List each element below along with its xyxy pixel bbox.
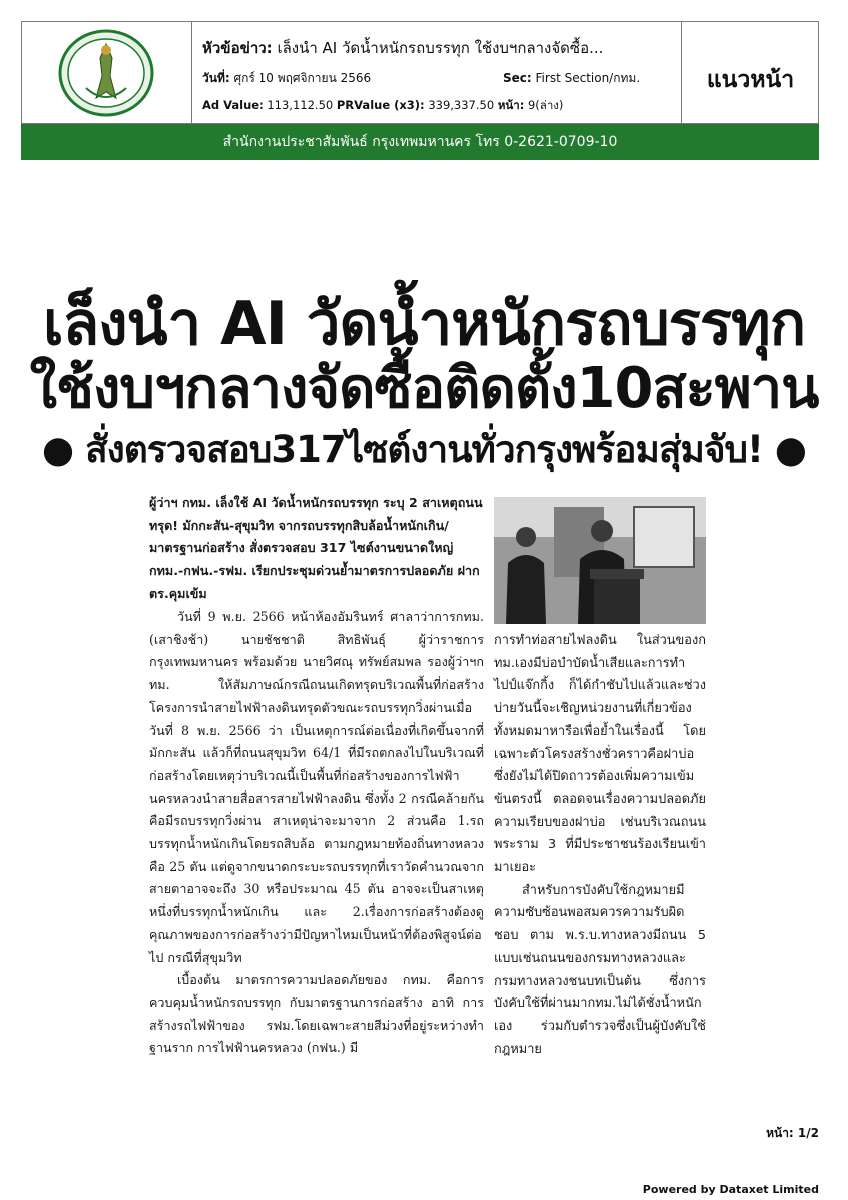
article-paragraph: เบื้องต้น มาตรการความปลอดภัยของ กทม. คือการควบคุมน้ำหนักรถบรรทุก กับมาตรฐานการก่อสร้าง อาทิ การสร้างรถไฟฟ้าของ รฟม.โดยเฉพาะสายสีม่วงที่อยู่ระหว่างทำฐานราก การไฟฟ้านครหลวง (กฟน.) มี <box>149 972 484 1056</box>
sec-label: Sec: <box>503 71 532 85</box>
page-label: หน้า: <box>497 98 525 112</box>
article-lead: ผู้ว่าฯ กทม. เล็งใช้ AI วัดน้ำหนักรถบรรทุก ระบุ 2 สาเหตุถนนทรุด! มักกะสัน-สุขุมวิท จากรถบรรทุกสิบล้อน้ำหนักเกิน/มาตรฐานก่อสร้าง สั่งตรวจสอบ 317 ไซต์งานขนาดใหญ่ กทม.-กฟน.-รฟม. เรียกประชุมด่วนย้ำมาตรการปลอดภัย ฝากตร.คุมเข้ม <box>149 495 483 601</box>
pr-value: 339,337.50 <box>428 98 495 112</box>
value-row <box>202 97 563 115</box>
article-paragraph: สำหรับการบังคับใช้กฎหมายมีความซับซ้อนพอสมควรความรับผิดชอบ ตาม พ.ร.บ.ทางหลวงมีถนน 5 แบบเช่นถนนของกรมทางหลวงและกรมทางหลวงชนบทเป็นต้น ซึ่งการบังคับใช้ที่ผ่านมากทม.ไม่ได้ชั่งน้ำหนักเอง ร่วมกับตำรวจซึ่งเป็นผู้บังคับใช้กฎหมาย <box>494 882 706 1057</box>
ad-value: 113,112.50 <box>267 98 334 112</box>
article-body-right <box>494 630 706 1061</box>
press-photo-image <box>494 497 706 624</box>
page-value: 9(ล่าง) <box>527 98 564 112</box>
article-paragraph: วันที่ 9 พ.ย. 2566 หน้าห้องอัมรินทร์ ศาลาว่าการกทม. (เสาชิงช้า) นายชัชชาติ สิทธิพันธุ์ ผู้ว่าราชการกรุงเทพมหานคร พร้อมด้วย นายวิศณุ ทรัพย์สมพล รองผู้ว่าฯกทม. ให้สัมภาษณ์กรณีถนนเกิดทรุดบริเวณพื้นที่ก่อสร้างโครงการนำสายไฟฟ้าลงดินทรุดตัวขณะรถบรรทุกวิ่งผ่านเมื่อวันที่ 8 พ.ย. 2566 ว่า เป็นเหตุการณ์ต่อเนื่องที่เกิดขึ้นจากที่มักกะสัน แล้วก็ที่ถนนสุขุมวิท 64/1 ที่มีรถตกลงไปในบริเวณที่ก่อสร้างโดยเหตุว่าบริเวณนี้เป็นพื้นที่ก่อสร้างของการไฟฟ้านครหลวงนำสายสื่อสารสายไฟฟ้าลงดิน ซึ่งทั้ง 2 กรณีคล้ายกันคือมีรถบรรทุกวิ่งผ่าน สาเหตุน่าจะมาจาก 2 ส่วนคือ 1.รถบรรทุกน้ำหนักเกินโดยรถสิบล้อ ตามกฎหมายท้องถิ่นทางหลวง คือ 25 ตัน แต่ดูจากขนาดกระบะรถบรรทุกที่เราวัดคำนวณจากสายตาอาจจะถึง 30 หรือประมาณ 45 ตัน อาจจะเป็นสาเหตุหนึ่งที่บรรทุกน้ำหนักเกิน และ 2.เรื่องการก่อสร้างต้องดูคุณภาพของการก่อสร้างว่ามีปัญหาไหมเป็นหน้าที่ต้องพิสูจน์ต่อไป กรณีที่สุขุมวิท <box>149 609 484 965</box>
clipping-header <box>21 21 819 124</box>
publication-cell <box>682 22 819 123</box>
date-label: วันที่: <box>202 71 230 85</box>
headline-label: หัวข้อข่าว: <box>202 39 273 57</box>
publication-name: แนวหน้า <box>706 67 795 93</box>
date-row <box>202 69 371 88</box>
seal-cell <box>22 22 192 123</box>
article-paragraph: การทำท่อสายไฟลงดิน ในส่วนของกทม.เองมีบ่อบำบัดน้ำเสียและการทำไปป์แจ๊กกิ้ง ก็ได้กำชับไปแล้วและช่วงบ่ายวันนี้จะเชิญหน่วยงานที่เกี่ยวข้องทั้งหมดมาหารือเพื่อย้ำในเรื่องนี้ โดยเฉพาะตัวโครงสร้างชั่วคราวคือฝาบ่อซึ่งยังไม่ได้ปิดถาวรต้องเพิ่มความเข้มข้นตรงนี้ ตลอดจนเรื่องความปลอดภัย ความเรียบของฝาบ่อ เช่นบริเวณถนนพระราม 3 ที่มีประชาชนร้องเรียนเข้ามาเยอะ <box>494 633 706 876</box>
news-photo <box>494 497 706 624</box>
clipping-info <box>192 22 682 123</box>
article-body-left <box>149 606 484 1060</box>
sec-value: First Section/กทม. <box>535 71 641 85</box>
article-headline-line1: เล็งนำ AI วัดน้ำหนักรถบรรทุก <box>42 289 806 359</box>
article-subheadline: ● สั่งตรวจสอบ317ไซต์งานทั่วกรุงพร้อมสุ่มจับ! ● <box>41 428 807 471</box>
powered-by: Powered by Dataxet Limited <box>642 1183 819 1196</box>
sec-row <box>503 69 640 88</box>
headline-row <box>202 36 603 60</box>
headline-value: เล็งนำ AI วัดน้ำหนักรถบรรทุก ใช้งบฯกลางจัดซื้อ... <box>277 39 604 57</box>
page-number: หน้า: 1/2 <box>766 1126 819 1140</box>
office-bar: สำนักงานประชาสัมพันธ์ กรุงเทพมหานคร โทร 0-2621-0709-10 <box>21 124 819 160</box>
article-headline-line2: ใช้งบฯกลางจัดซื้อติดตั้ง10สะพาน <box>29 356 819 421</box>
pr-value-label: PRValue (x3): <box>336 98 425 112</box>
bangkok-seal-icon <box>56 28 156 118</box>
date-value: ศุกร์ 10 พฤศจิกายน 2566 <box>233 71 372 85</box>
ad-value-label: Ad Value: <box>202 98 264 112</box>
